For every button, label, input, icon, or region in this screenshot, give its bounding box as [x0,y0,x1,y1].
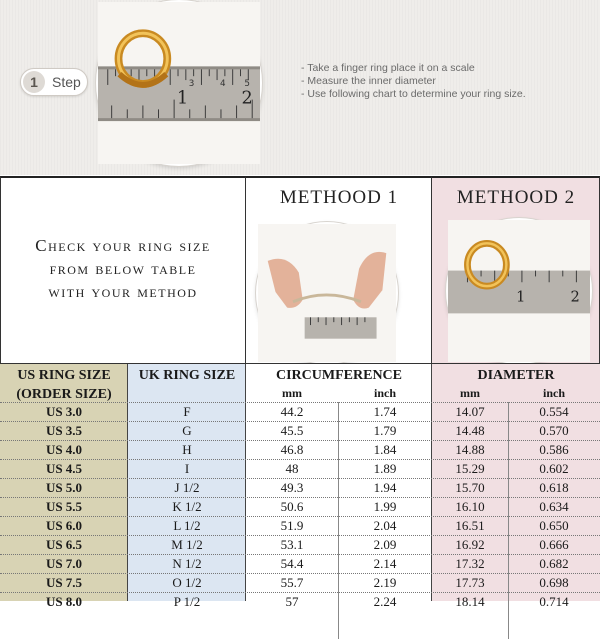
header-us-size: US RING SIZE (ORDER SIZE) [16,368,112,402]
cell-circ-mm: 51.9 [280,518,304,533]
cell-dia-in: 0.602 [539,461,569,476]
ring-on-ruler-icon [98,2,260,164]
cell-us: US 4.0 [45,442,83,457]
cell-uk: P 1/2 [173,594,201,609]
cell-circ-mm: 55.7 [280,575,304,590]
cell-dia-in: 0.650 [539,518,569,533]
cell-us: US 7.5 [45,575,83,590]
method1-photo [256,222,398,364]
cell-dia-in: 0.714 [539,594,569,609]
ruler-small-label-4: 4 [219,78,226,89]
cell-circ-in: 2.24 [373,594,397,609]
cell-uk: G [182,423,192,438]
cell-circ-mm: 44.2 [280,404,304,419]
cell-uk: L 1/2 [173,518,201,533]
cell-circ-in: 2.19 [373,575,397,590]
header-dia-mm: mm [460,386,480,400]
cell-uk: N 1/2 [172,556,202,571]
table-row [0,573,600,592]
method1-title: METHOOD 1 [279,187,399,208]
cell-uk: H [182,442,192,457]
cell-dia-mm: 16.10 [455,499,485,514]
cell-us: US 8.0 [45,594,83,609]
table-row [0,459,600,478]
cell-circ-in: 1.84 [373,442,397,457]
cell-us: US 5.0 [45,480,83,495]
cell-us: US 4.5 [45,461,83,476]
cell-us: US 7.0 [45,556,83,571]
table-row [0,497,600,516]
cell-circ-mm: 48 [285,461,299,476]
cell-us: US 3.0 [45,404,83,419]
ring-on-scale-photo [96,0,262,166]
cell-dia-mm: 15.29 [455,461,485,476]
cell-dia-mm: 15.70 [455,480,485,495]
step-number: 1 [23,71,45,93]
step-banner [0,0,600,175]
header-diameter: DIAMETER [477,368,555,383]
table-row [0,592,600,611]
table-row [0,421,600,440]
instruction-item: - Measure the inner diameter [301,75,436,87]
cell-circ-mm: 46.8 [280,442,304,457]
check-size-text: Check your ring size from below table with your method [35,236,211,301]
cell-circ-in: 1.94 [373,480,397,495]
header-circ-mm: mm [282,386,302,400]
cell-circ-in: 2.09 [373,537,397,552]
method2-title: METHOOD 2 [456,187,576,208]
cell-dia-mm: 14.07 [455,404,485,419]
table-row [0,554,600,573]
instruction-item: - Take a finger ring place it on a scale [301,62,475,74]
cell-dia-in: 0.666 [539,537,569,552]
cell-uk: K 1/2 [172,499,202,514]
header-dia-inch: inch [542,386,565,400]
cell-circ-mm: 54.4 [280,556,304,571]
cell-dia-in: 0.554 [539,404,569,419]
table-row [0,440,600,459]
cell-circ-in: 1.89 [373,461,397,476]
cell-dia-in: 0.682 [539,556,569,571]
ruler-small-label-5: 5 [244,78,250,89]
cell-uk: I [184,461,190,476]
cell-uk: M 1/2 [171,537,203,552]
cell-dia-in: 0.570 [539,423,569,438]
cell-circ-mm: 53.1 [280,537,304,552]
cell-dia-mm: 17.32 [455,556,485,571]
cell-dia-in: 0.618 [539,480,569,495]
cell-dia-mm: 14.48 [455,423,485,438]
header-circ-inch: inch [373,386,396,400]
cell-circ-mm: 45.5 [280,423,304,438]
step-badge [20,68,88,96]
cell-dia-mm: 16.51 [455,518,485,533]
cell-dia-mm: 17.73 [455,575,485,590]
cell-dia-in: 0.634 [539,499,569,514]
instruction-item: - Use following chart to determine your ring size. [301,88,526,100]
cell-circ-mm: 57 [285,594,299,609]
instructions-list [301,62,526,101]
cell-circ-in: 2.14 [373,556,397,571]
ruler-label-2: 2 [570,288,580,306]
cell-circ-mm: 49.3 [280,480,304,495]
cell-us: US 5.5 [45,499,83,514]
cell-us: US 6.0 [45,518,83,533]
ruler-label-1: 1 [516,288,526,306]
header-uk-size: UK RING SIZE [138,368,236,383]
table-row [0,535,600,554]
cell-dia-mm: 16.92 [455,537,485,552]
step-label: Step [52,74,81,90]
method2-photo [446,218,592,364]
cell-circ-in: 1.74 [373,404,397,419]
cell-dia-in: 0.698 [539,575,569,590]
table-row [0,478,600,497]
cell-circ-in: 1.99 [373,499,397,514]
table-row [0,402,600,421]
ruler-label-1: 1 [177,88,189,109]
cell-circ-in: 2.04 [373,518,397,533]
cell-dia-in: 0.586 [539,442,569,457]
ring-on-ruler-icon [448,220,590,362]
ring-size-table [0,363,600,609]
cell-uk: F [183,404,191,419]
ruler-label-2: 2 [241,88,253,109]
header-circumference: CIRCUMFERENCE [276,368,402,383]
string-measure-icon [258,224,396,362]
ruler-small-label-3: 3 [188,78,195,89]
cell-us: US 6.5 [45,537,83,552]
table-body [0,402,600,611]
cell-uk: O 1/2 [172,575,202,590]
cell-uk: J 1/2 [174,480,200,495]
cell-us: US 3.5 [45,423,83,438]
cell-dia-mm: 18.14 [455,594,485,609]
cell-circ-mm: 50.6 [280,499,304,514]
cell-dia-mm: 14.88 [455,442,485,457]
cell-circ-in: 1.79 [373,423,397,438]
table-row [0,516,600,535]
